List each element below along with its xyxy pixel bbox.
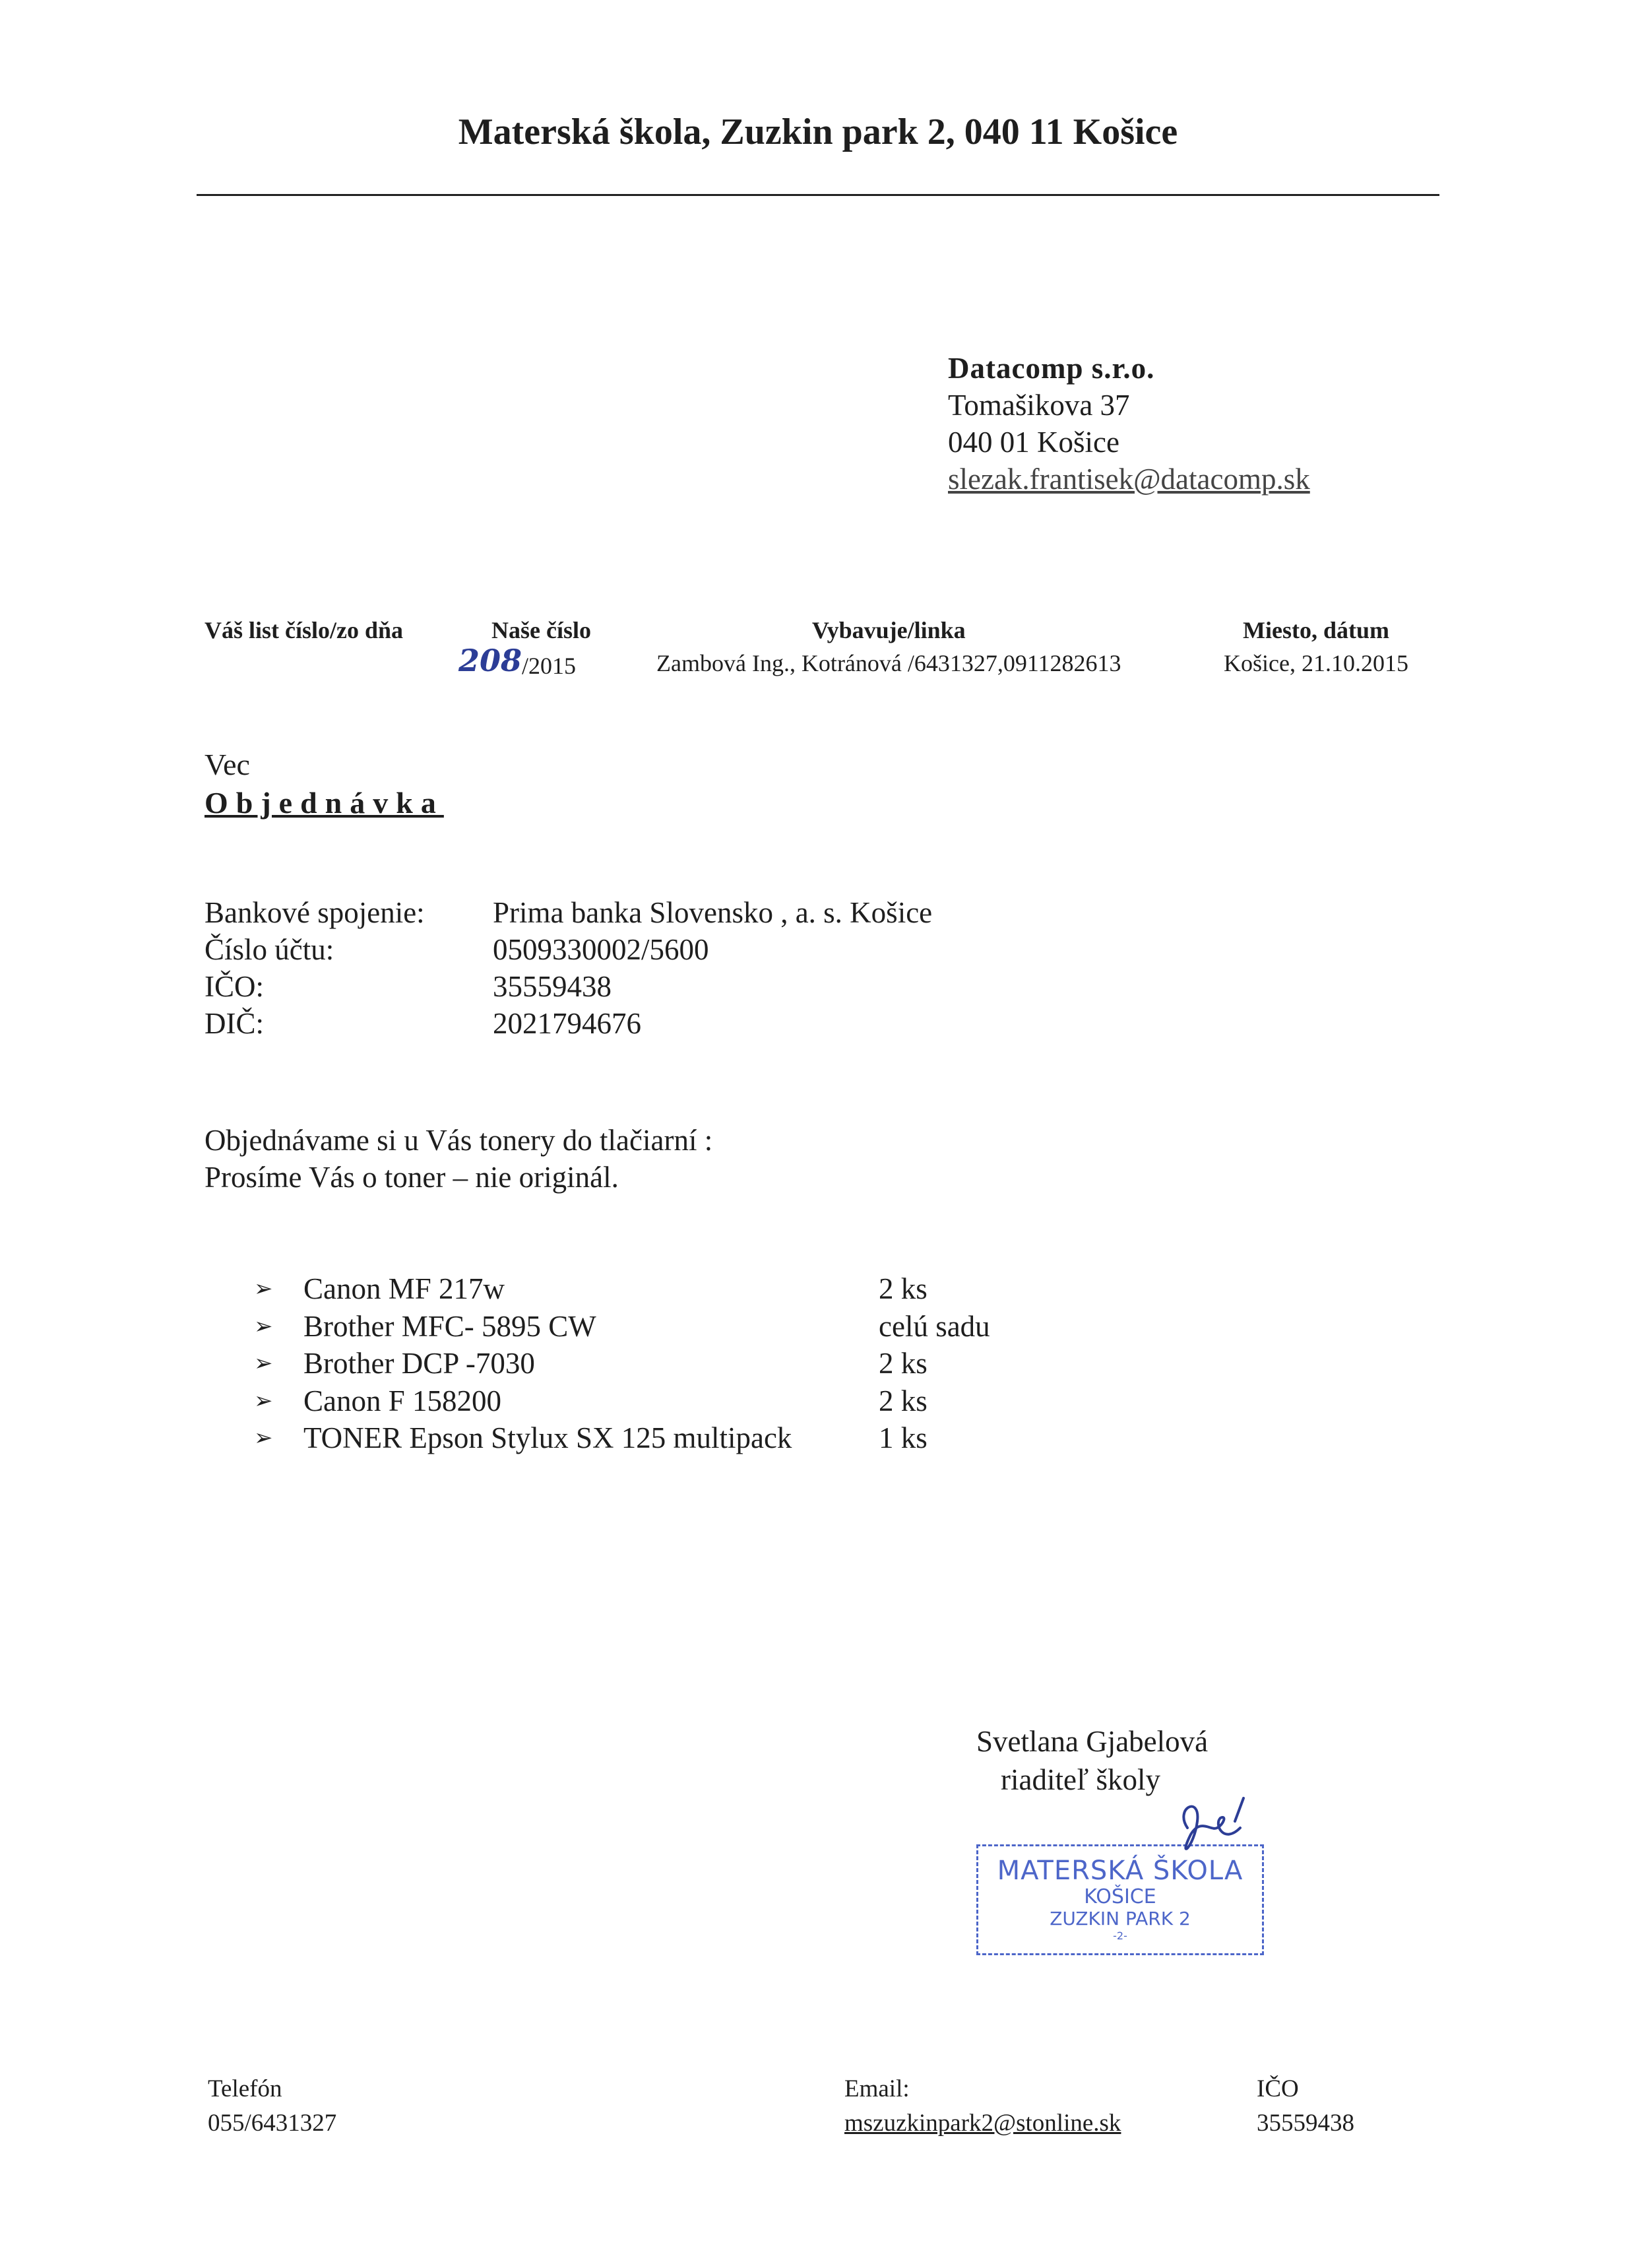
recipient-city: 040 01 Košice: [948, 426, 1119, 459]
list-item: [254, 1419, 990, 1457]
stamp-line: -2-: [1113, 1929, 1127, 1942]
recipient-street: Tomašikova 37: [948, 389, 1130, 422]
item-name: Brother DCP -7030: [303, 1347, 535, 1380]
arrow-bullet-icon: ➢: [254, 1312, 273, 1340]
footer-ico-value: 35559438: [1257, 2110, 1354, 2137]
place-date-value: Košice, 21.10.2015: [1224, 650, 1408, 676]
subject-label: Vec: [204, 748, 250, 781]
list-item: [254, 1382, 990, 1420]
bank-row-value: 0509330002/5600: [493, 933, 709, 966]
letterhead-title: Materská škola, Zuzkin park 2, 040 11 Košice: [458, 112, 1178, 152]
bank-row-key: Bankové spojenie:: [204, 896, 425, 929]
footer-ico-label: IČO: [1257, 2075, 1299, 2102]
bank-row: [204, 968, 932, 1005]
place-date-field: [1224, 614, 1408, 680]
bank-row: [204, 1005, 932, 1042]
item-name: Canon MF 217w: [303, 1272, 505, 1305]
bank-row: [204, 894, 932, 931]
handled-by-field: [656, 614, 1121, 680]
recipient-name: Datacomp s.r.o.: [948, 352, 1155, 385]
place-date-label: Miesto, dátum: [1242, 617, 1389, 643]
item-quantity: 2 ks: [879, 1272, 928, 1305]
footer-phone-label: Telefón: [208, 2075, 282, 2102]
item-quantity: 1 ks: [879, 1421, 928, 1454]
bank-row: [204, 931, 932, 968]
your-letter-field: [204, 614, 403, 647]
item-quantity: 2 ks: [879, 1384, 928, 1417]
order-items-list: [254, 1270, 990, 1457]
arrow-bullet-icon: ➢: [254, 1425, 273, 1451]
signer-name: Svetlana Gjabelová: [976, 1725, 1209, 1758]
our-number-field: [458, 614, 591, 682]
order-intro: [204, 1122, 712, 1196]
stamp-line: KOŠICE: [1084, 1885, 1156, 1908]
bank-row-value: Prima banka Slovensko , a. s. Košice: [493, 896, 933, 929]
footer-phone: [208, 2072, 336, 2141]
stamp-line: MATERSKÁ ŠKOLA: [997, 1856, 1243, 1886]
footer-phone-value: 055/6431327: [208, 2110, 337, 2137]
item-quantity: celú sadu: [879, 1309, 990, 1343]
bank-row-value: 35559438: [493, 970, 612, 1003]
handwritten-signature: [1161, 1788, 1253, 1881]
order-intro-line: Objednávame si u Vás tonery do tlačiarní :: [204, 1124, 713, 1157]
bank-row-key: DIČ:: [204, 1007, 264, 1040]
list-item: [254, 1345, 990, 1382]
item-quantity: 2 ks: [879, 1347, 928, 1380]
stamp-line: ZUZKIN PARK 2: [1050, 1908, 1191, 1929]
bank-details: [204, 894, 932, 1042]
handled-by-value: Zambová Ing., Kotránová /6431327,0911282613: [656, 650, 1121, 676]
list-item: [254, 1308, 990, 1345]
footer-ico: [1257, 2072, 1354, 2141]
bank-row-value: 2021794676: [493, 1007, 641, 1040]
arrow-bullet-icon: ➢: [254, 1276, 273, 1302]
handled-by-label: Vybavuje/linka: [811, 617, 966, 643]
item-name: Canon F 158200: [303, 1384, 502, 1417]
list-item: [254, 1270, 990, 1308]
our-number-label: Naše číslo: [491, 617, 591, 643]
arrow-bullet-icon: ➢: [254, 1350, 273, 1377]
footer-email-link[interactable]: mszuzkinpark2@stonline.sk: [844, 2110, 1121, 2137]
signer-block: [976, 1722, 1208, 1799]
bank-row-key: IČO:: [204, 970, 264, 1003]
item-name: TONER Epson Stylux SX 125 multipack: [303, 1421, 792, 1454]
recipient-address: [948, 350, 1310, 498]
letterhead-divider: [197, 194, 1439, 196]
your-letter-label: Váš list číslo/zo dňa: [204, 617, 404, 643]
arrow-bullet-icon: ➢: [254, 1387, 273, 1414]
item-name: Brother MFC- 5895 CW: [303, 1309, 596, 1343]
recipient-email-link[interactable]: slezak.frantisek@datacomp.sk: [948, 463, 1310, 496]
bank-row-key: Číslo účtu:: [204, 933, 334, 966]
subject-title: Objednávka: [204, 786, 444, 820]
signer-role: riaditeľ školy: [1001, 1763, 1160, 1796]
order-intro-line: Prosíme Vás o toner – nie originál.: [204, 1161, 619, 1194]
footer-email-label: Email:: [844, 2075, 910, 2102]
footer-email: [844, 2072, 1121, 2141]
our-number-value: 208/2015: [458, 643, 577, 679]
handwritten-number: 208: [458, 643, 522, 678]
subject-block: [204, 746, 444, 822]
